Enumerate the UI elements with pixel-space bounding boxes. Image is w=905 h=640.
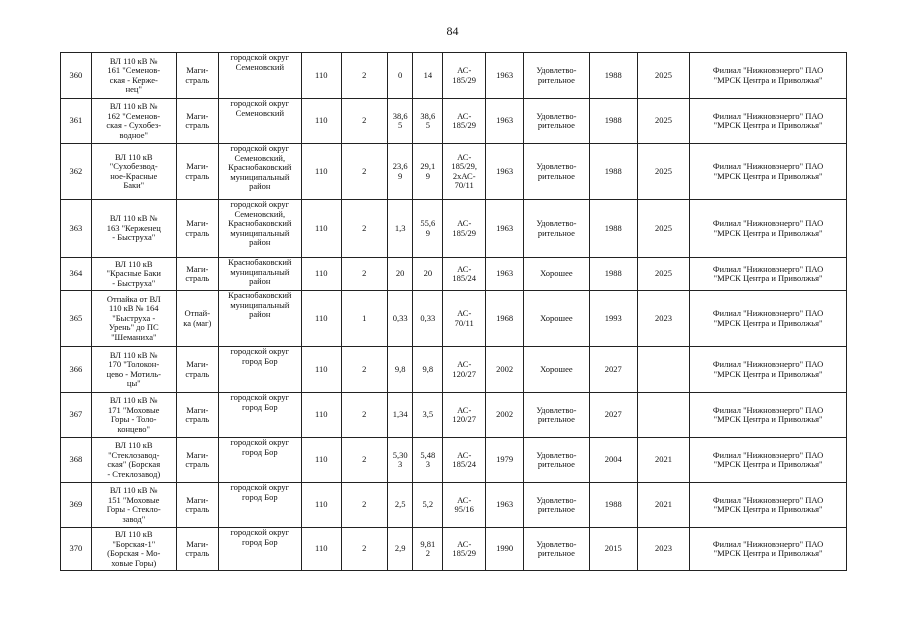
cell-len1: 20 (387, 258, 413, 291)
cell-type: Маги- страль (176, 528, 218, 571)
cell-len1: 2,5 (387, 483, 413, 528)
table-row (61, 200, 847, 258)
cell-plan (637, 393, 689, 438)
table-row (61, 144, 847, 200)
cell-owner: Филиал "Нижновэнерго" ПАО "МРСК Центра и Приволжья" (690, 438, 847, 483)
cell-type: Маги- страль (176, 258, 218, 291)
cell-year: 1968 (486, 291, 524, 347)
table-row (61, 347, 847, 393)
cell-voltage: 110 (301, 438, 341, 483)
cell-circuits: 2 (341, 144, 387, 200)
cell-owner: Филиал "Нижновэнерго" ПАО "МРСК Центра и Приволжья" (690, 347, 847, 393)
cell-owner: Филиал "Нижновэнерго" ПАО "МРСК Центра и Приволжья" (690, 483, 847, 528)
cell-voltage: 110 (301, 99, 341, 144)
cell-wire: АС- 95/16 (443, 483, 486, 528)
cell-type: Маги- страль (176, 438, 218, 483)
cell-len1: 2,9 (387, 528, 413, 571)
cell-circuits: 2 (341, 483, 387, 528)
cell-recon: 1993 (589, 291, 637, 347)
cell-location: городской округ город Бор (218, 483, 301, 528)
cell-plan: 2025 (637, 99, 689, 144)
cell-owner: Филиал "Нижновэнерго" ПАО "МРСК Центра и Приволжья" (690, 53, 847, 99)
cell-len2: 3,5 (413, 393, 443, 438)
cell-location: городской округ Семеновский, Краснобаковский муниципальный район (218, 200, 301, 258)
cell-len2: 29,1 9 (413, 144, 443, 200)
cell-owner: Филиал "Нижновэнерго" ПАО "МРСК Центра и Приволжья" (690, 291, 847, 347)
cell-recon: 1988 (589, 53, 637, 99)
cell-name: ВЛ 110 кВ № 170 "Толокон- цево - Мотиль- цы" (91, 347, 176, 393)
cell-year: 2002 (486, 347, 524, 393)
cell-circuits: 2 (341, 258, 387, 291)
table-row (61, 258, 847, 291)
cell-wire: АС- 120/27 (443, 393, 486, 438)
cell-len2: 20 (413, 258, 443, 291)
cell-location: городской округ город Бор (218, 393, 301, 438)
cell-name: ВЛ 110 кВ "Стеклозавод- ская" (Борская - Стеклозавод) (91, 438, 176, 483)
cell-len1: 9,8 (387, 347, 413, 393)
cell-recon: 1988 (589, 483, 637, 528)
cell-condition: Удовлетво- рительное (524, 99, 590, 144)
cell-year: 1963 (486, 258, 524, 291)
cell-len2: 5,48 3 (413, 438, 443, 483)
cell-num: 370 (61, 528, 92, 571)
cell-year: 1990 (486, 528, 524, 571)
cell-plan: 2025 (637, 258, 689, 291)
cell-circuits: 2 (341, 528, 387, 571)
cell-location: Краснобаковский муниципальный район (218, 291, 301, 347)
table-row (61, 53, 847, 99)
cell-wire: АС- 185/29 (443, 99, 486, 144)
cell-owner: Филиал "Нижновэнерго" ПАО "МРСК Центра и Приволжья" (690, 99, 847, 144)
cell-location: городской округ Семеновский (218, 53, 301, 99)
cell-voltage: 110 (301, 528, 341, 571)
cell-plan: 2025 (637, 200, 689, 258)
cell-len1: 1,3 (387, 200, 413, 258)
cell-recon: 2004 (589, 438, 637, 483)
cell-year: 1979 (486, 438, 524, 483)
cell-location: городской округ город Бор (218, 347, 301, 393)
cell-name: ВЛ 110 кВ № 161 "Семенов- ская - Керже- нец" (91, 53, 176, 99)
cell-circuits: 2 (341, 200, 387, 258)
cell-plan: 2023 (637, 291, 689, 347)
table-row (61, 528, 847, 571)
cell-recon: 2015 (589, 528, 637, 571)
cell-year: 2002 (486, 393, 524, 438)
cell-type: Маги- страль (176, 53, 218, 99)
cell-wire: АС- 185/24 (443, 438, 486, 483)
cell-name: ВЛ 110 кВ № 151 "Моховые Горы - Стекло- завод" (91, 483, 176, 528)
cell-wire: АС- 185/29 (443, 53, 486, 99)
cell-len2: 9,8 (413, 347, 443, 393)
cell-len2: 5,2 (413, 483, 443, 528)
cell-len1: 1,34 (387, 393, 413, 438)
cell-plan: 2025 (637, 144, 689, 200)
cell-circuits: 2 (341, 347, 387, 393)
cell-num: 365 (61, 291, 92, 347)
cell-recon: 1988 (589, 200, 637, 258)
cell-plan: 2023 (637, 528, 689, 571)
cell-len2: 9,81 2 (413, 528, 443, 571)
cell-num: 367 (61, 393, 92, 438)
cell-circuits: 2 (341, 393, 387, 438)
cell-recon: 2027 (589, 347, 637, 393)
cell-name: ВЛ 110 кВ "Сухобезвод- ное-Красные Баки" (91, 144, 176, 200)
cell-year: 1963 (486, 99, 524, 144)
cell-wire: АС- 185/24 (443, 258, 486, 291)
cell-name: ВЛ 110 кВ № 171 "Моховые Горы - Толо- концево" (91, 393, 176, 438)
cell-owner: Филиал "Нижновэнерго" ПАО "МРСК Центра и Приволжья" (690, 258, 847, 291)
cell-name: Отпайка от ВЛ 110 кВ № 164 "Быструха - Урень" до ПС "Шеманиха" (91, 291, 176, 347)
cell-condition: Хорошее (524, 347, 590, 393)
cell-year: 1963 (486, 200, 524, 258)
cell-voltage: 110 (301, 200, 341, 258)
cell-condition: Удовлетво- рительное (524, 483, 590, 528)
cell-type: Отпай- ка (маг) (176, 291, 218, 347)
cell-location: Краснобаковский муниципальный район (218, 258, 301, 291)
cell-name: ВЛ 110 кВ № 162 "Семенов- ская - Сухобез- водное" (91, 99, 176, 144)
cell-num: 368 (61, 438, 92, 483)
cell-len1: 38,6 5 (387, 99, 413, 144)
cell-wire: АС- 185/29 (443, 528, 486, 571)
cell-num: 363 (61, 200, 92, 258)
cell-year: 1963 (486, 53, 524, 99)
cell-name: ВЛ 110 кВ "Борская-1" (Борская - Мо- ховые Горы) (91, 528, 176, 571)
cell-type: Маги- страль (176, 347, 218, 393)
cell-condition: Удовлетво- рительное (524, 528, 590, 571)
table-row (61, 291, 847, 347)
cell-len1: 5,30 3 (387, 438, 413, 483)
cell-voltage: 110 (301, 291, 341, 347)
cell-location: городской округ город Бор (218, 438, 301, 483)
cell-circuits: 2 (341, 99, 387, 144)
cell-len1: 0 (387, 53, 413, 99)
cell-num: 362 (61, 144, 92, 200)
cell-wire: АС- 185/29, 2хАС- 70/11 (443, 144, 486, 200)
cell-recon: 1988 (589, 258, 637, 291)
cell-voltage: 110 (301, 483, 341, 528)
table-row (61, 99, 847, 144)
cell-plan: 2025 (637, 53, 689, 99)
cell-len1: 0,33 (387, 291, 413, 347)
cell-len2: 55,6 9 (413, 200, 443, 258)
cell-name: ВЛ 110 кВ № 163 "Керженец - Быструха" (91, 200, 176, 258)
power-lines-table (60, 52, 847, 571)
cell-len2: 14 (413, 53, 443, 99)
cell-condition: Удовлетво- рительное (524, 200, 590, 258)
cell-len2: 0,33 (413, 291, 443, 347)
cell-year: 1963 (486, 144, 524, 200)
cell-condition: Удовлетво- рительное (524, 393, 590, 438)
cell-wire: АС- 120/27 (443, 347, 486, 393)
cell-wire: АС- 185/29 (443, 200, 486, 258)
cell-num: 360 (61, 53, 92, 99)
cell-num: 369 (61, 483, 92, 528)
cell-condition: Удовлетво- рительное (524, 438, 590, 483)
cell-owner: Филиал "Нижновэнерго" ПАО "МРСК Центра и Приволжья" (690, 200, 847, 258)
table-row (61, 483, 847, 528)
cell-voltage: 110 (301, 258, 341, 291)
cell-voltage: 110 (301, 144, 341, 200)
cell-voltage: 110 (301, 393, 341, 438)
table-row (61, 438, 847, 483)
cell-owner: Филиал "Нижновэнерго" ПАО "МРСК Центра и Приволжья" (690, 144, 847, 200)
cell-recon: 1988 (589, 144, 637, 200)
cell-len1: 23,6 9 (387, 144, 413, 200)
cell-location: городской округ Семеновский, Краснобаковский муниципальный район (218, 144, 301, 200)
cell-circuits: 1 (341, 291, 387, 347)
cell-type: Маги- страль (176, 99, 218, 144)
cell-num: 366 (61, 347, 92, 393)
cell-condition: Удовлетво- рительное (524, 53, 590, 99)
cell-type: Маги- страль (176, 200, 218, 258)
cell-condition: Хорошее (524, 258, 590, 291)
cell-condition: Хорошее (524, 291, 590, 347)
cell-circuits: 2 (341, 53, 387, 99)
cell-num: 364 (61, 258, 92, 291)
cell-type: Маги- страль (176, 393, 218, 438)
cell-type: Маги- страль (176, 144, 218, 200)
cell-year: 1963 (486, 483, 524, 528)
cell-plan (637, 347, 689, 393)
table-row (61, 393, 847, 438)
cell-owner: Филиал "Нижновэнерго" ПАО "МРСК Центра и Приволжья" (690, 528, 847, 571)
cell-plan: 2021 (637, 438, 689, 483)
cell-type: Маги- страль (176, 483, 218, 528)
table-body (61, 53, 847, 571)
cell-len2: 38,6 5 (413, 99, 443, 144)
cell-num: 361 (61, 99, 92, 144)
cell-voltage: 110 (301, 53, 341, 99)
cell-recon: 2027 (589, 393, 637, 438)
cell-plan: 2021 (637, 483, 689, 528)
cell-location: городской округ город Бор (218, 528, 301, 571)
cell-voltage: 110 (301, 347, 341, 393)
cell-owner: Филиал "Нижновэнерго" ПАО "МРСК Центра и Приволжья" (690, 393, 847, 438)
cell-name: ВЛ 110 кВ "Красные Баки - Быструха" (91, 258, 176, 291)
cell-recon: 1988 (589, 99, 637, 144)
page-number: 84 (446, 24, 459, 38)
cell-wire: АС- 70/11 (443, 291, 486, 347)
cell-condition: Удовлетво- рительное (524, 144, 590, 200)
cell-circuits: 2 (341, 438, 387, 483)
cell-location: городской округ Семеновский (218, 99, 301, 144)
